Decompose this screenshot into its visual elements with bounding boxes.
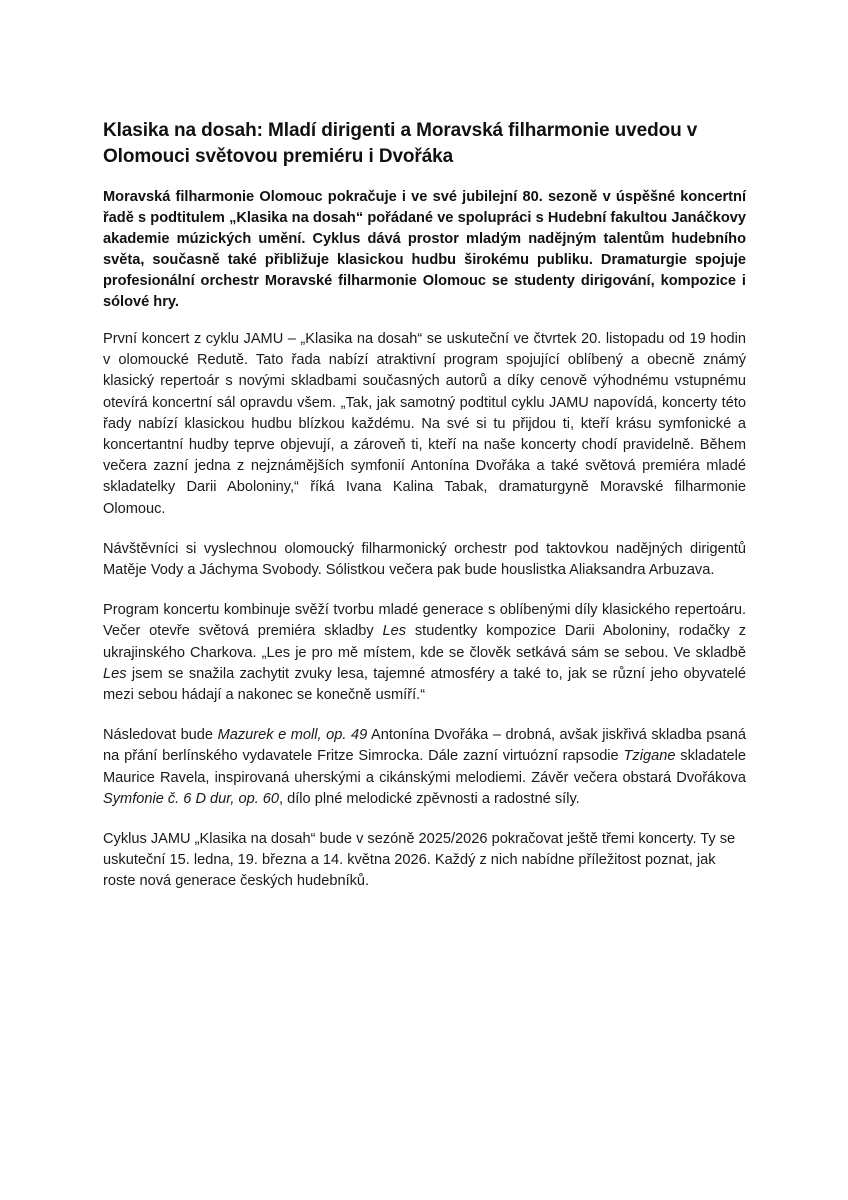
- work-title-les: Les: [382, 623, 407, 640]
- body-paragraph-4: [103, 725, 746, 810]
- paragraph-text: Návštěvníci si vyslechnou olomoucký filharmonický orchestr pod taktovkou nadějných dirigentů Matěje Vody a Jáchyma Svobody. Sólistkou večera pak bude houslistka Aliaksandra Arbuzava.: [103, 540, 746, 579]
- work-title-symfonie: Symfonie č. 6 D dur, op. 60: [103, 790, 280, 807]
- body-paragraph-5: [103, 829, 746, 893]
- lead-paragraph: Moravská filharmonie Olomouc pokračuje i ve své jubilejní 80. sezoně v úspěšné koncertní řadě s podtitulem „Klasika na dosah“ pořádané ve spolupráci s Hudební fakultou Janáčkovy akademie múzických umění. Cyklus dává prostor mladým nadějným talentům hudebního světa, současně také přibližuje klasickou hudbu širokému publiku. Dramaturgie spojuje profesionální orchestr Moravské filharmonie Olomouc se studenty dirigování, kompozice i sólové hry.: [103, 189, 746, 310]
- body-paragraph-3: [103, 600, 746, 706]
- work-title-les: Les: [103, 665, 127, 682]
- paragraph-text: jsem se snažila zachytit zvuky lesa, tajemné atmosféry a také to, jak se různí jeho obyvatelé mezi sebou hádají a nakonec se konečně usmíří.“: [103, 665, 746, 704]
- document-page: [103, 118, 746, 912]
- body-paragraph-2: [103, 539, 746, 581]
- paragraph-text: studentky kompozice Darii Aboloniny, rodačky z ukrajinského Charkova. „Les je pro mě místem, kde se člověk setkává sám se sebou. Ve skladbě: [103, 623, 746, 661]
- paragraph-text: Následovat bude: [103, 727, 218, 744]
- body-paragraph-1: [103, 329, 746, 520]
- paragraph-text: skladatele Maurice Ravela, inspirovaná uherskými a cikánskými melodiemi. Závěr večera obstará Dvořákova: [103, 748, 746, 786]
- paragraph-text: , dílo plné melodické zpěvnosti a radostné síly.: [279, 790, 580, 807]
- work-title-mazurek: Mazurek e moll, op. 49: [217, 727, 368, 744]
- paragraph-text: Antonína Dvořáka – drobná, avšak jiskřivá skladba psaná na přání berlínského vydavatele Fritze Simrocka. Dále zazní virtuózní rapsodie: [103, 727, 746, 765]
- paragraph-text: První koncert z cyklu JAMU – „Klasika na dosah“ se uskuteční ve čtvrtek 20. listopadu od 19 hodin v olomoucké Redutě. Tato řada nabízí atraktivní program spojující oblíbený a obecně známý klasický repertoár s novými skladbami současných autorů a díky cenově výhodnému vstupnému otevírá koncertní sál opravdu všem. „Tak, jak samotný podtitul cyklu JAMU napovídá, koncerty této řady nabízí klasickou hudbu blízkou každému. Na své si tu přijdou ti, kteří krásu symfonické a koncertantní hudby teprve objevují, a zároveň ti, kteří na naše koncerty chodí pravidelně. Během večera zazní jedna z nejznámějších symfonií Antonína Dvořáka a také světová premiéra mladé skladatelky Darii Aboloniny,“ říká Ivana Kalina Tabak, dramaturgyně Moravské filharmonie Olomouc.: [103, 331, 746, 517]
- paragraph-text: Cyklus JAMU „Klasika na dosah“ bude v sezóně 2025/2026 pokračovat ještě třemi koncerty. Ty se uskuteční 15. ledna, 19. března a 14. května 2026. Každý z nich nabídne příležitost poznat, jak roste nová generace českých hudebníků.: [103, 831, 736, 890]
- document-title: Klasika na dosah: Mladí dirigenti a Moravská filharmonie uvedou v Olomouci světovou premiéru i Dvořáka: [103, 120, 698, 167]
- paragraph-text: Program koncertu kombinuje svěží tvorbu mladé generace s oblíbenými díly klasického repertoáru. Večer otevře světová premiéra skladby: [103, 602, 746, 640]
- work-title-tzigane: Tzigane: [623, 748, 676, 765]
